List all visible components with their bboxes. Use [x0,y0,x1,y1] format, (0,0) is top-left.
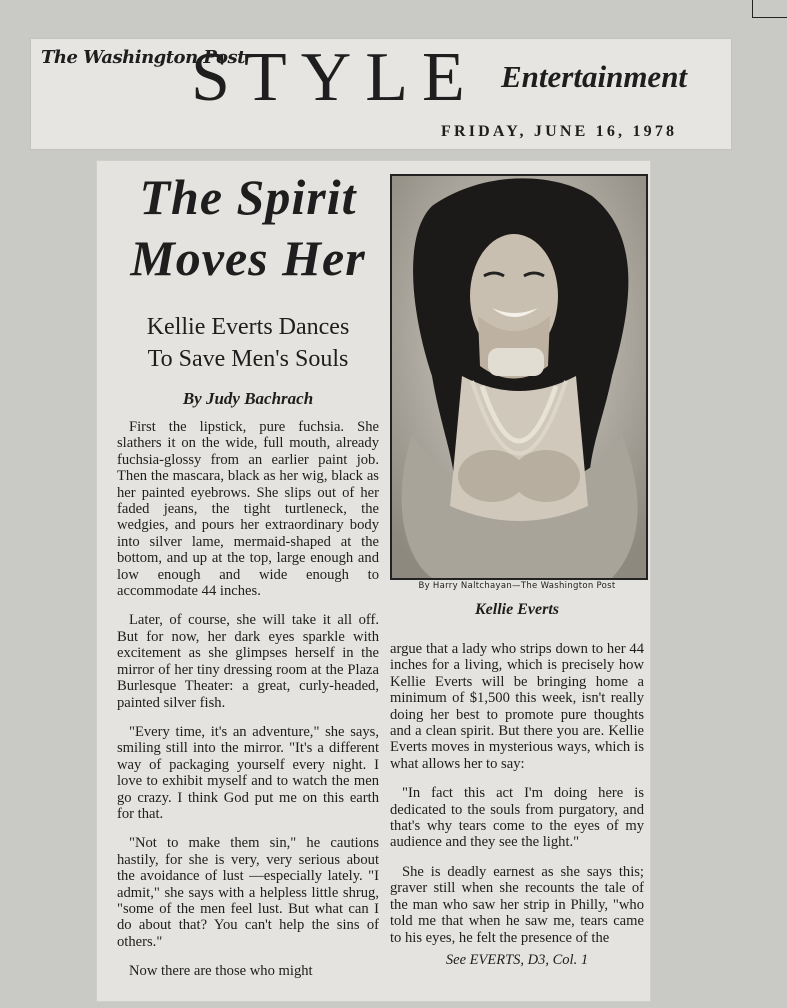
byline: By Judy Bachrach [182,389,314,408]
headline [117,167,379,289]
paragraph: "In fact this act I'm doing here is dedicated to the souls from purgatory, and that's why tears come to the eyes of my audience and they see the light." [390,785,644,851]
deck [117,311,379,375]
dateline: FRIDAY, JUNE 16, 1978 [441,123,678,140]
portrait-image [392,176,646,578]
left-body-text [117,419,379,993]
jump-line: See EVERTS, D3, Col. 1 [445,951,589,968]
paragraph: "Not to make them sin," he cautions hastily, for she is very, very serious about the avoidance of lust —especially lately. "I admit," she says with a helpless little shrug, "some of the men feel lust. But what can I do about that? You can't help the sins of others." [117,835,379,950]
masthead: The Washington Post [41,47,245,68]
paragraph: She is deadly earnest as she says this; graver still when she recounts the tale of the man who saw her strip in Philly, "who told me that when he saw me, tears came to his eyes, he felt the presence of the [390,863,644,946]
margin-mark [752,0,753,18]
paragraph: Now there are those who might [129,963,313,980]
paragraph: "Every time, it's an adventure," she says, smiling still into the mirror. "It's a different way of packaging yourself every night. I love to exhibit myself and to watch the men go crazy. I think God put me on this earth for that. [117,723,379,822]
margin-mark [752,17,787,18]
paragraph: Later, of course, she will take it all off. But for now, her dark eyes sparkle with excitement as she glimpses herself in the mirror of her tiny dressing room at the Plaza Burlesque Theater: a great, curly-headed, painted silver fish. [117,612,379,711]
right-body-text [390,641,644,968]
deck-line: To Save Men's Souls [147,346,349,372]
paragraph: First the lipstick, pure fuchsia. She slathers it on the wide, full mouth, already fuchsia-glossy from an earlier paint job. Then the mascara, black as her wig, black as her painted eyebrows. She slips out of her faded jeans, the tight turtleneck, the wedgies, and pours her extraordinary body into silver lame, mermaid-shaped at the bottom, and up at the top, large enough and low enough and wide enough to accommodate 44 inches. [117,419,379,600]
photo-caption: Kellie Everts [475,601,559,618]
portrait-photo [390,174,648,580]
paragraph: argue that a lady who strips down to her 44 inches for a living, which is precisely how Kellie Everts will be bringing home a minimum of $1,500 this week, isn't really doing her best to promote pure thoughts and a clean spirit. But there you are. Kellie Everts moves in mysterious ways, which is what allows her to say: [390,641,644,772]
headline-line: Moves Her [130,230,366,286]
headline-line: The Spirit [139,169,357,225]
section-header [30,38,732,150]
deck-line: Kellie Everts Dances [146,314,350,340]
article-clipping [96,160,651,1002]
section-subtitle: Entertainment [501,59,688,94]
section-title: STYLE [191,39,479,116]
photo-credit: By Harry Naltchayan—The Washington Post [418,581,616,591]
left-column [117,161,379,409]
